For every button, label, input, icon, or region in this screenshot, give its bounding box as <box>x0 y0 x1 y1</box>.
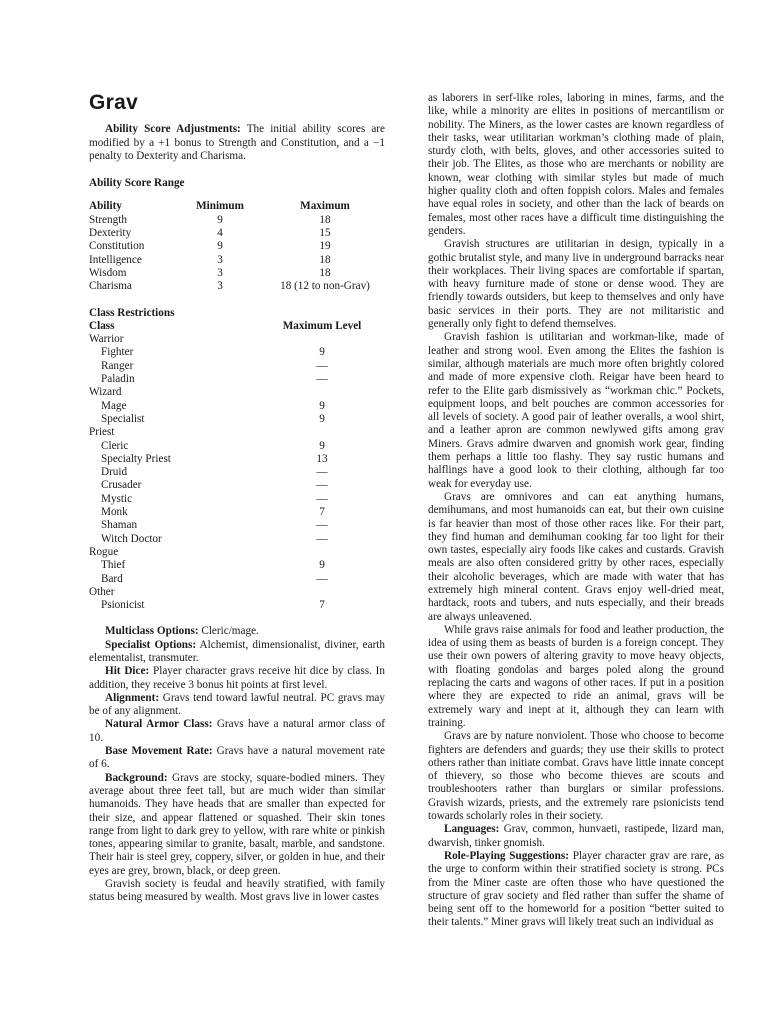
minimum-cell: 9 <box>217 213 223 226</box>
class-group-row <box>89 586 385 599</box>
paragraph-text: Gravish fashion is utilitarian and workman-like, made of leather and strong wool. Even among the Elites the fashion is similar, although materials are much more often brightly colored and made of more expensive cloth. Reigar have been heard to refer to the Elite garb dismissively as “workman chic.” Pockets, equipment loops, and belt pouches are common accessories for all levels of society. A good pair of leather overalls, a wool shirt, and a leather apron are common newlywed gifts among grav Miners. Gravs admire dwarven and gnomish work gear, finding them perhaps a little too flashy. They say rustic humans and halflings have a good look to their clothing, although far too weak for everyday use. <box>428 331 724 490</box>
maximum-cell: 19 <box>319 240 331 253</box>
paragraph-text: While gravs raise animals for food and leather production, the idea of using them as beasts of burden is a foreign concept. They use their own powers of altering gravity to move heavy objects, with floating gondolas and barges poled along the ground replacing the carts and wagons of other races. If put in a position where they are expected to ride an animal, gravs will be extremely wary and inept at it, although they can learn with training. <box>428 623 724 729</box>
ability-adjustments-paragraph <box>89 123 385 163</box>
left-body-paragraph <box>89 625 385 638</box>
class-name-cell: Thief <box>101 559 126 572</box>
max-level-cell: — <box>316 466 328 479</box>
paragraph-label: Background: <box>105 771 168 784</box>
max-level-cell: — <box>316 532 328 545</box>
class-row <box>89 493 385 506</box>
paragraph-text: Gravs are by nature nonviolent. Those who choose to become fighters are defenders and guards; they use their skills to protect others rather than initiate combat. Gravs have little innate concept of thievery, so those who become thieves are scouts and troubleshooters rather than burglars or similar professions. Gravish wizards, priests, and the extremely rare psionicists tend towards scholarly roles in their society. <box>428 730 724 823</box>
class-name-cell: Paladin <box>101 373 135 386</box>
class-group-row <box>89 546 385 559</box>
class-group-row <box>89 386 385 399</box>
minimum-cell: 3 <box>217 280 223 293</box>
paragraph-text: Gravs are stocky, square-bodied miners. They average about three feet tall, but are much wider than similar humanoids. They have heads that are smaller than expected for their size, and appear flattened or squashed. Their skin tones range from light to dark grey to yellow, with rare white or pinkish tones, appearing similar to granite, basalt, marble, and sandstone. Their hair is steel grey, coppery, silver, or golden in hue, and their eyes are grey, brown, black, or deep green. <box>89 771 385 877</box>
ability-range-title: Ability Score Range <box>89 177 185 190</box>
ability-adjustments-text: The initial ability scores are modified by a +1 bonus to Strength and Constitution, and a −1 penalty to Dexterity and Charisma. <box>89 123 385 162</box>
class-name-cell: Ranger <box>101 359 134 372</box>
maximum-cell: 18 (12 to non-Grav) <box>280 280 370 293</box>
class-row <box>89 453 385 466</box>
paragraph-text: Gravs have a natural movement rate of 6. <box>89 745 385 771</box>
class-header: Class <box>89 319 115 332</box>
ability-range-table <box>89 200 385 293</box>
ability-name-cell: Constitution <box>89 240 145 253</box>
max-level-header: Maximum Level <box>282 319 362 332</box>
max-level-cell: — <box>316 572 328 585</box>
paragraph-label: Alignment: <box>105 691 160 704</box>
right-body-paragraph <box>428 823 724 850</box>
max-level-cell: 7 <box>319 506 325 519</box>
max-level-cell: 9 <box>319 559 325 572</box>
class-restrictions-title: Class Restrictions <box>89 306 175 319</box>
left-body-paragraph <box>89 692 385 719</box>
right-body-paragraph <box>428 491 724 624</box>
ability-header: Ability <box>89 200 122 213</box>
class-group-row <box>89 333 385 346</box>
max-level-cell: 9 <box>319 399 325 412</box>
ability-adjustments-label: Ability Score Adjustments: <box>105 123 241 136</box>
paragraph-label: Role-Playing Suggestions: <box>444 849 569 862</box>
class-row <box>89 479 385 492</box>
class-name-cell: Rogue <box>89 545 119 558</box>
left-body-paragraph <box>89 745 385 772</box>
right-body-paragraph <box>428 238 724 331</box>
ability-name-cell: Wisdom <box>89 266 127 279</box>
maximum-cell: 15 <box>319 227 331 240</box>
paragraph-text: Player character gravs receive hit dice by class. In addition, they receive 3 bonus hit points at first level. <box>89 665 385 691</box>
ability-row <box>89 280 385 293</box>
class-row <box>89 466 385 479</box>
maximum-cell: 18 <box>319 266 331 279</box>
class-name-cell: Bard <box>101 572 123 585</box>
class-name-cell: Warrior <box>89 333 124 346</box>
max-level-cell: 9 <box>319 346 325 359</box>
maximum-header: Maximum <box>300 200 350 213</box>
paragraph-label: Hit Dice: <box>105 665 150 678</box>
paragraph-label: Languages: <box>444 823 500 836</box>
paragraph-label: Multiclass Options: <box>105 625 199 638</box>
minimum-cell: 4 <box>217 227 223 240</box>
ability-name-cell: Dexterity <box>89 227 132 240</box>
class-name-cell: Fighter <box>101 346 134 359</box>
max-level-cell: — <box>316 373 328 386</box>
right-body-paragraph <box>428 624 724 730</box>
minimum-cell: 9 <box>217 240 223 253</box>
max-level-cell <box>259 586 385 599</box>
class-row <box>89 599 385 612</box>
class-name-cell: Wizard <box>89 386 122 399</box>
class-row <box>89 373 385 386</box>
minimum-cell: 3 <box>217 253 223 266</box>
max-level-cell: — <box>316 519 328 532</box>
paragraph-text: Cleric/mage. <box>198 625 259 638</box>
left-body-text <box>89 625 385 904</box>
minimum-header: Minimum <box>196 200 244 213</box>
max-level-cell: — <box>316 492 328 505</box>
right-body-text <box>428 92 724 930</box>
class-row <box>89 573 385 586</box>
right-body-paragraph <box>428 850 724 930</box>
class-name-cell: Other <box>89 585 115 598</box>
ability-row <box>89 214 385 227</box>
left-column <box>89 92 385 905</box>
right-body-paragraph <box>428 331 724 491</box>
right-body-paragraph <box>428 92 724 238</box>
ability-row <box>89 240 385 253</box>
class-row <box>89 559 385 572</box>
class-name-cell: Mystic <box>101 492 133 505</box>
max-level-cell: 9 <box>319 412 325 425</box>
max-level-cell: 9 <box>319 439 325 452</box>
paragraph-text: Grav, common, hunvaeti, rastipede, lizard man, dwarvish, tinker gnomish. <box>428 823 724 849</box>
left-body-paragraph <box>89 718 385 745</box>
right-body-paragraph <box>428 730 724 823</box>
paragraph-label: Natural Armor Class: <box>105 718 213 731</box>
max-level-cell <box>259 386 385 399</box>
class-row <box>89 506 385 519</box>
class-row <box>89 519 385 532</box>
max-level-cell: — <box>316 479 328 492</box>
left-body-paragraph <box>89 639 385 666</box>
paragraph-text: Gravs are omnivores and can eat anything humans, demihumans, and most humanoids can eat, but their own cuisine is far heavier than most of those other races like. For their part, they find human and demihuman cooking far too light for their own tastes, especially airy foods like cakes and custards. Gravish meals are also often considered gritty by other races, especially their alcoholic beverages, which are made with water that has extremely high mineral content. Gravs enjoy well-dried meat, hardtack, roots and tubers, and nuts especially, and their breads are always unleavened. <box>428 490 724 623</box>
left-body-paragraph <box>89 878 385 905</box>
ability-name-cell: Strength <box>89 213 127 226</box>
left-body-paragraph <box>89 665 385 692</box>
class-row <box>89 413 385 426</box>
class-name-cell: Crusader <box>101 479 142 492</box>
max-level-cell: 13 <box>316 452 328 465</box>
ability-table-header-row <box>89 200 385 213</box>
paragraph-text: Player character grav are rare, as the urge to conform within their stratified society is strong. PCs from the Miner caste are often those who have questioned the structure of grav society and fled rather than suffer the shame of being sent off to the homeworld for a position “better suited to their talents.” Miner gravs will likely treat such an individual as <box>428 849 724 929</box>
right-column <box>428 92 724 930</box>
maximum-cell: 18 <box>319 253 331 266</box>
class-name-cell: Cleric <box>101 439 129 452</box>
maximum-cell: 18 <box>319 213 331 226</box>
class-row <box>89 440 385 453</box>
class-name-cell: Witch Doctor <box>101 532 162 545</box>
ability-row <box>89 254 385 267</box>
ability-name-cell: Charisma <box>89 280 132 293</box>
paragraph-text: as laborers in serf-like roles, laboring in mines, farms, and the like, while a minority are elites in positions of mercantilism or nobility. The Miners, as the lower castes are known regardless of their tasks, wear utilitarian workman’s clothing made of plain, sturdy cloth, with belts, gloves, and other accessories suited to their job. The Elites, as those who are merchants or nobility are known, wear clothing with similar styles but made of much higher quality cloth and often foppish colors. Males and females have equal roles in society, and other than the lack of beards on females, most other races have a difficult time distinguishing the genders. <box>428 92 724 237</box>
class-name-cell: Shaman <box>101 519 138 532</box>
class-name-cell: Psionicist <box>101 599 145 612</box>
minimum-cell: 3 <box>217 266 223 279</box>
max-level-cell <box>259 426 385 439</box>
class-row <box>89 400 385 413</box>
max-level-cell: 7 <box>319 599 325 612</box>
class-name-cell: Specialist <box>101 412 145 425</box>
class-group-row <box>89 426 385 439</box>
paragraph-text: Alchemist, dimensionalist, diviner, earth elementalist, transmuter. <box>89 638 385 664</box>
paragraph-text: Gravs tend toward lawful neutral. PC gravs may be of any alignment. <box>89 691 385 718</box>
class-name-cell: Monk <box>101 506 128 519</box>
class-row <box>89 346 385 359</box>
class-name-cell: Druid <box>101 466 128 479</box>
paragraph-label: Specialist Options: <box>105 638 197 651</box>
paragraph-label: Base Movement Rate: <box>105 745 213 758</box>
class-row <box>89 533 385 546</box>
paragraph-text: Gravish structures are utilitarian in design, typically in a gothic brutalist style, and many live in underground barracks near their workplaces. Their living spaces are comfortable if spartan, with heavy furniture made of stone or dense wood. They are friendly towards outsiders, but keep to themselves and only have basic services in their ports. They are not militaristic and generally only fight to defend themselves. <box>428 238 724 331</box>
ability-row <box>89 227 385 240</box>
class-table-header-row <box>89 320 385 333</box>
paragraph-text: Gravish society is feudal and heavily stratified, with family status being measured by wealth. Most gravs live in lower castes <box>89 878 385 904</box>
class-name-cell: Priest <box>89 426 115 439</box>
max-level-cell: — <box>316 359 328 372</box>
class-row <box>89 360 385 373</box>
ability-name-cell: Intelligence <box>89 253 142 266</box>
left-body-paragraph <box>89 772 385 878</box>
page-title: Grav <box>89 91 139 114</box>
class-restrictions-table <box>89 320 385 613</box>
ability-row <box>89 267 385 280</box>
class-name-cell: Mage <box>101 399 127 412</box>
max-level-cell <box>259 333 385 346</box>
class-name-cell: Specialty Priest <box>101 452 171 465</box>
paragraph-text: Gravs have a natural armor class of 10. <box>89 718 385 744</box>
max-level-cell <box>259 546 385 559</box>
